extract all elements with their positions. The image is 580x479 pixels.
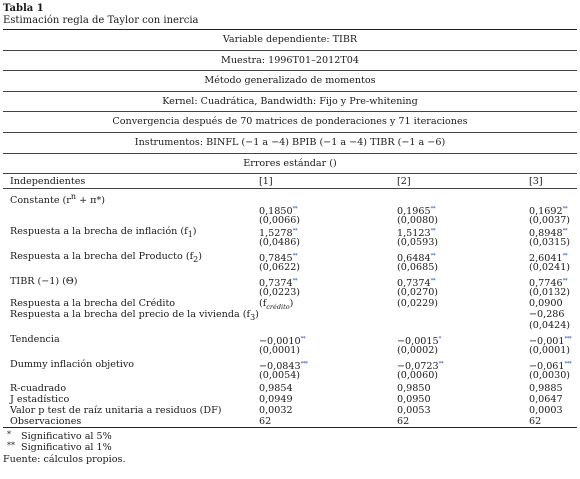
row-label — [10, 309, 259, 323]
value-text: 62 — [529, 416, 542, 428]
header-divider — [391, 173, 577, 174]
significance-stars: ** — [562, 206, 568, 213]
row-value — [397, 370, 438, 381]
value-text: 0,7845 — [259, 253, 293, 265]
value-text: 0,6484 — [397, 253, 431, 265]
row-label — [10, 383, 66, 394]
row-label-sup: n — [70, 192, 77, 202]
spec-row: Muestra: 1996T01–2012T04 — [3, 51, 577, 72]
spec-row: Variable dependiente: TIBR — [3, 30, 577, 51]
spec-row: Método generalizado de momentos — [3, 71, 577, 92]
row-value — [397, 298, 438, 309]
table-header — [3, 174, 577, 189]
value-text: (0,0270) — [397, 287, 439, 299]
value-text: 0,0003 — [529, 405, 563, 417]
row-value — [397, 287, 438, 298]
row-value — [529, 345, 570, 356]
row-label — [10, 394, 69, 405]
value-text: 2,6041 — [529, 253, 563, 265]
row-label — [10, 276, 78, 287]
significance-stars: ** — [430, 206, 436, 213]
significance-stars: ** — [562, 278, 568, 285]
value-text: 0,0032 — [259, 405, 293, 417]
row-value — [397, 416, 409, 427]
row-value — [529, 237, 570, 248]
significance-stars: ** — [430, 228, 436, 235]
value-text: (0,0622) — [259, 262, 301, 274]
significance-stars: ** — [562, 228, 568, 235]
row-value — [529, 262, 570, 273]
row-value — [397, 383, 431, 394]
row-label — [10, 191, 105, 206]
value-text: 1,5123 — [397, 228, 431, 240]
row-label-sub: 3 — [250, 313, 256, 323]
row-label — [10, 405, 222, 416]
row-label — [10, 226, 197, 240]
row-label-text: J estadístico — [10, 394, 70, 406]
row-value — [397, 237, 438, 248]
row-value — [259, 237, 300, 248]
note-marker-1: * — [7, 430, 11, 440]
row-value — [259, 370, 300, 381]
significance-stars: *** — [564, 361, 572, 368]
row-value — [529, 215, 570, 226]
value-text: 62 — [397, 416, 410, 428]
document-page — [3, 3, 577, 465]
value-text: 0,7374 — [397, 278, 431, 290]
row-value — [259, 215, 300, 226]
header-col-1: [1] — [259, 176, 273, 188]
value-text: 0,8948 — [529, 228, 563, 240]
value-text: (0,0060) — [397, 370, 439, 382]
row-value — [397, 394, 431, 405]
row-label-tail: ) — [255, 309, 259, 321]
value-text: (0,0080) — [397, 215, 439, 227]
spec-rows — [3, 30, 577, 174]
value-text: 62 — [259, 416, 272, 428]
table-subtitle: Estimación regla de Taylor con inercia — [3, 15, 199, 26]
value-text: (0,0593) — [397, 237, 439, 249]
value-text: 0,9854 — [259, 383, 293, 395]
note-text-2: Significativo al 1% — [21, 442, 112, 454]
header-col-3: [3] — [529, 176, 543, 188]
value-text: (0,0424) — [529, 320, 571, 332]
value-text: 0,0950 — [397, 394, 431, 406]
significance-stars: *** — [564, 336, 572, 343]
table-body — [3, 189, 577, 428]
row-label-sub: 1 — [187, 230, 193, 240]
row-value — [397, 345, 438, 356]
significance-stars: ** — [438, 361, 444, 368]
value-text: 0,1692 — [529, 206, 563, 218]
row-value — [259, 345, 300, 356]
row-label — [10, 416, 81, 427]
value-text: −0,0843 — [259, 361, 301, 373]
row-value — [397, 215, 438, 226]
significance-stars: ** — [430, 253, 436, 260]
value-text: (0,0001) — [529, 345, 571, 357]
header-independents: Independientes — [10, 176, 86, 188]
value-text: −0,001 — [529, 336, 565, 348]
note-text-1: Significativo al 5% — [21, 431, 112, 443]
significance-stars: *** — [300, 361, 308, 368]
row-label — [10, 251, 202, 265]
value-text: (0,0001) — [259, 345, 301, 357]
row-label-tail: ) — [198, 251, 202, 263]
row-label-text: R-cuadrado — [10, 383, 67, 395]
row-value — [397, 262, 438, 273]
spec-row: Errores estándar () — [3, 154, 577, 175]
value-text: 0,7374 — [259, 278, 293, 290]
significance-stars: ** — [430, 278, 436, 285]
row-value — [259, 405, 293, 416]
value-text: 0,9885 — [529, 383, 563, 395]
value-text: −0,0723 — [397, 361, 439, 373]
regression-table — [3, 29, 577, 428]
row-value — [529, 309, 565, 320]
value-tail: ) — [289, 298, 294, 310]
row-value — [397, 405, 431, 416]
row-label — [10, 359, 134, 370]
significance-stars: ** — [292, 228, 298, 235]
value-text: (0,0241) — [529, 262, 571, 274]
value-text: 0,9850 — [397, 383, 431, 395]
value-text: (0,0030) — [529, 370, 571, 382]
significance-stars: * — [438, 336, 441, 343]
value-text: (0,0066) — [259, 215, 301, 227]
value-text: (0,0132) — [529, 287, 571, 299]
row-label-text: Constante (r — [10, 195, 71, 207]
row-value — [259, 298, 293, 313]
value-text: (0,0685) — [397, 262, 439, 274]
table-title: Tabla 1 — [3, 3, 44, 14]
value-text: (0,0486) — [259, 237, 301, 249]
row-value — [529, 394, 563, 405]
value-text: −0,286 — [529, 309, 565, 321]
significance-stars: ** — [292, 206, 298, 213]
significance-stars: ** — [292, 278, 298, 285]
value-sub: crédito — [266, 303, 290, 312]
note-significance-1 — [3, 442, 577, 453]
row-value — [259, 383, 293, 394]
row-label-text: Respuesta a la brecha de inflación (f — [10, 226, 188, 238]
value-text: (0,0002) — [397, 345, 439, 357]
row-value — [529, 370, 570, 381]
row-label-tail: ) — [192, 226, 197, 238]
value-text: (0,0315) — [529, 237, 571, 249]
value-text: (0,0223) — [259, 287, 301, 299]
value-text: −0,0010 — [259, 336, 301, 348]
value-text: (0,0054) — [259, 370, 301, 382]
header-col-2: [2] — [397, 176, 411, 188]
row-label-text: Valor p test de raíz unitaria a residuos (DF) — [10, 405, 222, 417]
row-label-text: Respuesta a la brecha del Producto (f — [10, 251, 194, 263]
row-value — [529, 298, 563, 309]
significance-stars: ** — [300, 336, 306, 343]
significance-stars: ** — [292, 253, 298, 260]
row-label — [10, 298, 175, 309]
row-label-text: Dummy inflación objetivo — [10, 359, 135, 371]
row-value — [529, 287, 570, 298]
row-value — [259, 262, 300, 273]
row-value — [529, 383, 563, 394]
value-text: (f — [259, 298, 267, 310]
note-source: Fuente: cálculos propios. — [3, 453, 126, 465]
note-significance-5 — [3, 431, 577, 442]
note-marker-2: ** — [7, 441, 15, 451]
value-text: 0,1850 — [259, 206, 293, 218]
row-label — [10, 334, 60, 345]
row-value — [529, 416, 541, 427]
row-value — [259, 394, 293, 405]
row-value — [529, 320, 570, 331]
value-text: 0,0949 — [259, 394, 293, 406]
spec-row: Convergencia después de 70 matrices de ponderaciones y 71 iteraciones — [3, 112, 577, 133]
value-text: 0,0053 — [397, 405, 431, 417]
value-text: −0,0015 — [397, 336, 439, 348]
table-notes — [3, 431, 577, 465]
value-text: 0,0647 — [529, 394, 563, 406]
value-text: 0,0900 — [529, 298, 563, 310]
row-label-text: TIBR (−1) (Θ) — [10, 276, 78, 288]
spec-row: Instrumentos: BINFL (−1 a −4) BPIB (−1 a −4) TIBR (−1 a −6) — [3, 133, 577, 154]
row-value — [259, 416, 271, 427]
row-value — [529, 405, 563, 416]
row-label-tail: + π*) — [76, 195, 106, 207]
row-label-text: Respuesta a la brecha del precio de la vivienda (f — [10, 309, 251, 321]
row-label-text: Tendencia — [10, 334, 60, 346]
row-label-text: Observaciones — [10, 416, 82, 428]
row-value — [259, 287, 300, 298]
value-text: (0,0229) — [397, 298, 439, 310]
spec-row: Kernel: Cuadrática, Bandwidth: Fijo y Pre-whitening — [3, 92, 577, 113]
row-label-text: Respuesta a la brecha del Crédito — [10, 298, 176, 310]
value-text: −0,061 — [529, 361, 565, 373]
value-text: 0,7746 — [529, 278, 563, 290]
value-text: 0,1965 — [397, 206, 431, 218]
value-text: (0,0037) — [529, 215, 571, 227]
value-text: 1,5278 — [259, 228, 293, 240]
significance-stars: ** — [562, 253, 568, 260]
row-label-sub: 2 — [193, 255, 199, 265]
